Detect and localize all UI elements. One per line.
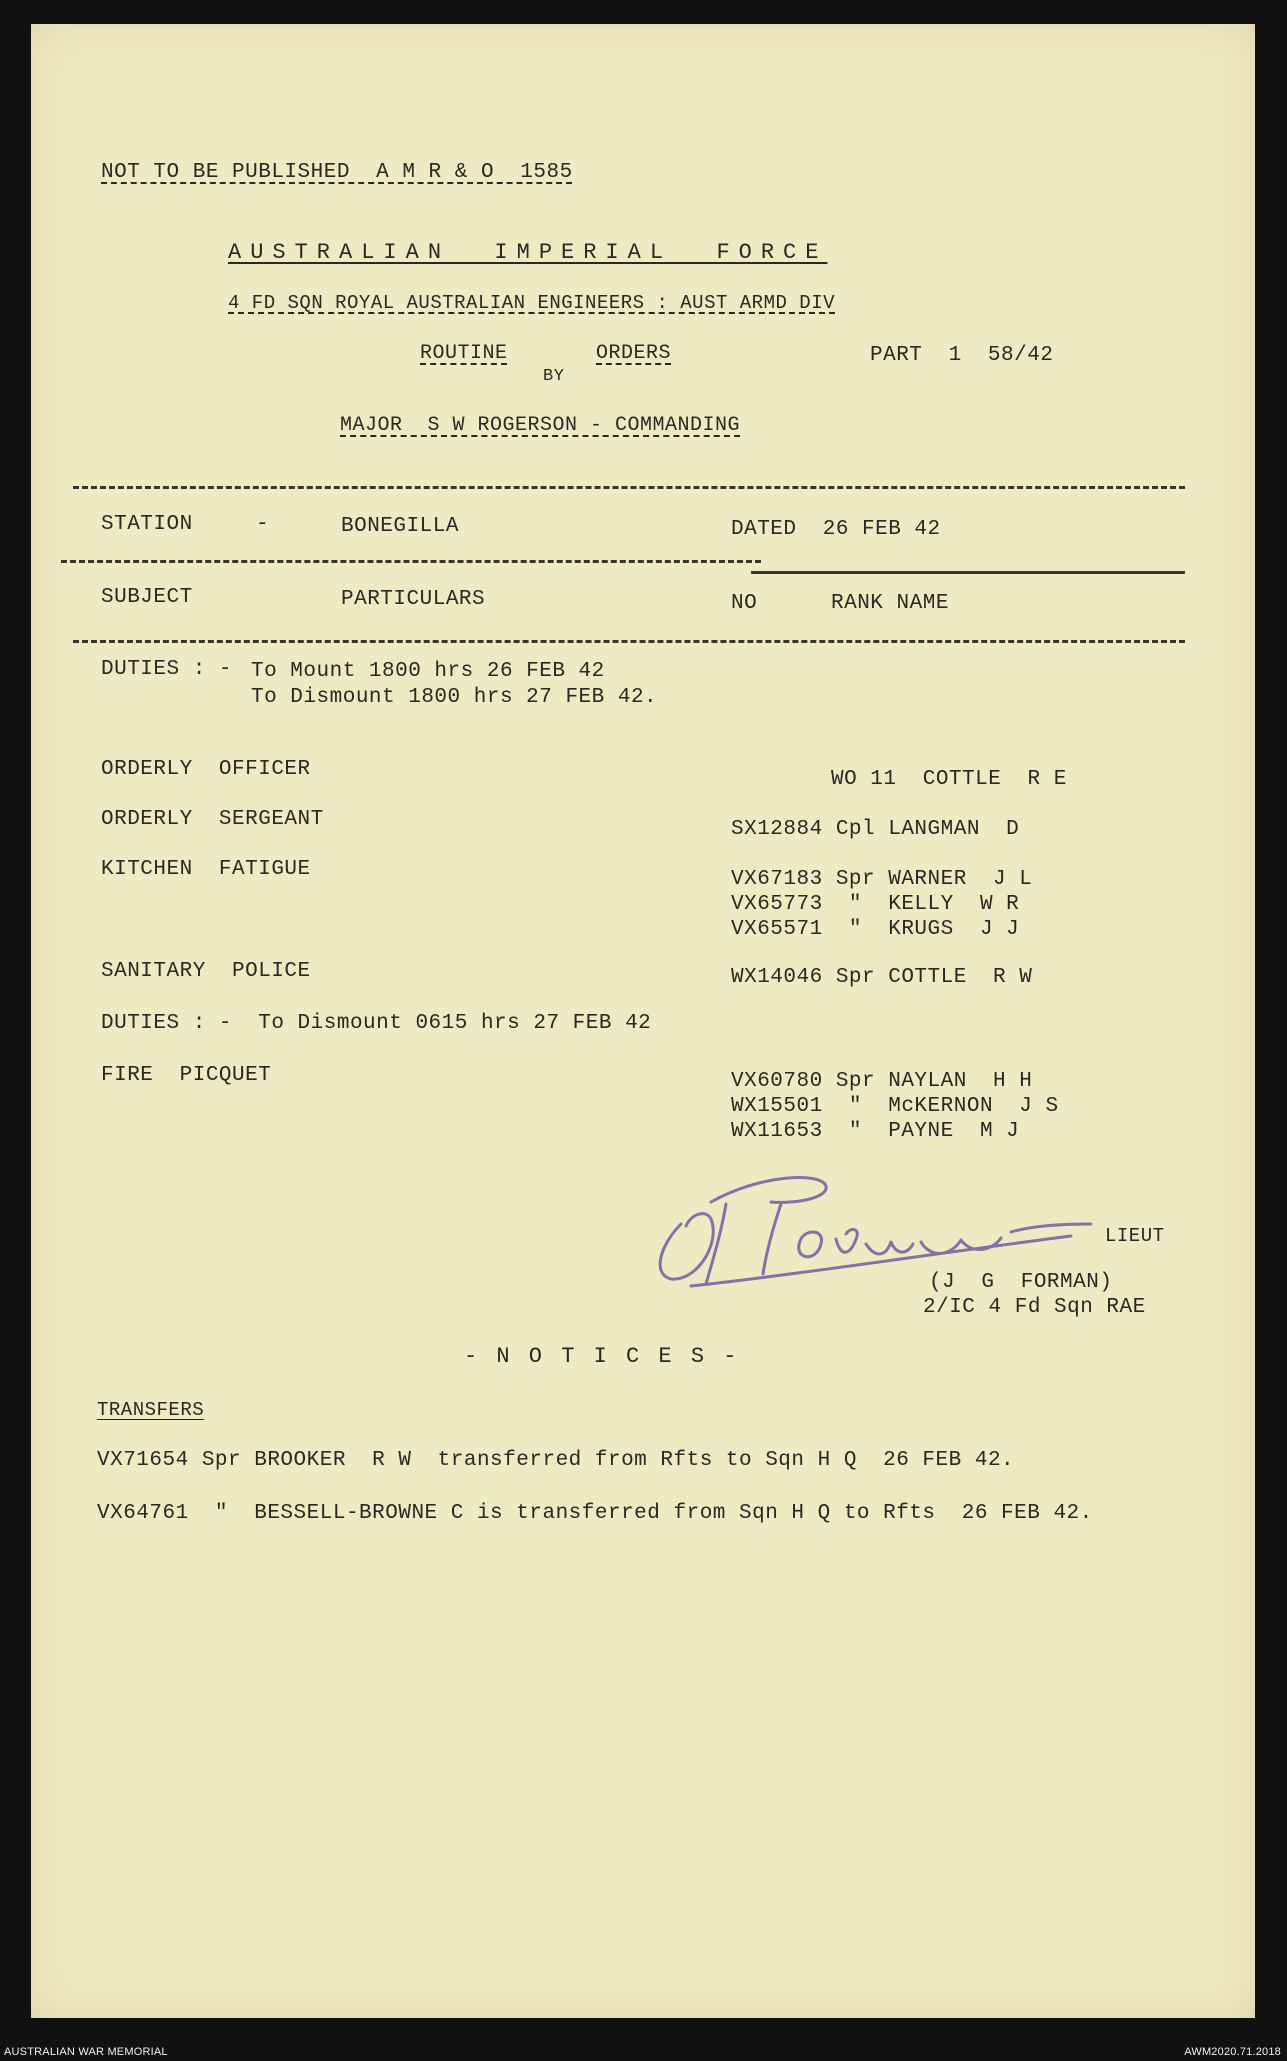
duties-mount: To Mount 1800 hrs 26 FEB 42 <box>251 660 605 683</box>
entry-orderly-officer: WO 11 COTTLE R E <box>831 768 1067 791</box>
subject-sanitary-police: SANITARY POLICE <box>101 960 311 983</box>
entry-kitchen-fatigue-2: VX65773 " KELLY W R <box>731 893 1020 916</box>
column-subject: SUBJECT <box>101 586 193 609</box>
transfer-line-1: VX71654 Spr BROOKER R W transferred from Rfts to Sqn H Q 26 FEB 42. <box>97 1449 1015 1472</box>
signature-rank: LIEUT <box>1105 1225 1165 1247</box>
entry-kitchen-fatigue-1: VX67183 Spr WARNER J L <box>731 868 1033 891</box>
subject-fire-picquet: FIRE PICQUET <box>101 1064 272 1087</box>
station-name: BONEGILLA <box>341 515 459 538</box>
notices-heading: - N O T I C E S - <box>464 1344 740 1369</box>
subject-orderly-sergeant: ORDERLY SERGEANT <box>101 808 324 831</box>
footer-institution: AUSTRALIAN WAR MEMORIAL <box>4 2046 168 2058</box>
station-label: STATION <box>101 513 193 536</box>
entry-fire-picquet-1: VX60780 Spr NAYLAN H H <box>731 1070 1033 1093</box>
station-dash: - <box>256 513 270 536</box>
document-page <box>31 24 1255 2018</box>
subject-kitchen-fatigue: KITCHEN FATIGUE <box>101 858 311 881</box>
by-label: BY <box>543 367 565 386</box>
entry-fire-picquet-2: WX15501 " McKERNON J S <box>731 1095 1059 1118</box>
duties-dismount-picquet: DUTIES : - To Dismount 0615 hrs 27 FEB 42 <box>101 1012 652 1035</box>
routine-label: ROUTINE <box>420 342 508 365</box>
footer-accession-number: AWM2020.71.2018 <box>1184 2046 1281 2058</box>
restriction-line: NOT TO BE PUBLISHED A M R & O 1585 <box>101 161 573 184</box>
entry-kitchen-fatigue-3: VX65571 " KRUGS J J <box>731 918 1020 941</box>
duties-label: DUTIES : - <box>101 658 233 681</box>
force-title: AUSTRALIAN IMPERIAL FORCE <box>228 240 828 265</box>
column-no: NO <box>731 592 758 615</box>
signature-role: 2/IC 4 Fd Sqn RAE <box>923 1296 1146 1319</box>
transfer-line-2: VX64761 " BESSELL-BROWNE C is transferred from Sqn H Q to Rfts 26 FEB 42. <box>97 1502 1093 1525</box>
divider-bottom <box>73 640 1185 643</box>
entry-fire-picquet-3: WX11653 " PAYNE M J <box>731 1120 1020 1143</box>
transfers-heading: TRANSFERS <box>97 1399 205 1421</box>
subject-orderly-officer: ORDERLY OFFICER <box>101 758 311 781</box>
entry-sanitary-police: WX14046 Spr COTTLE R W <box>731 966 1033 989</box>
divider-mid-dashed <box>61 560 761 563</box>
divider-top <box>73 486 1185 489</box>
orders-label: ORDERS <box>596 342 672 365</box>
column-particulars: PARTICULARS <box>341 588 486 611</box>
duties-dismount: To Dismount 1800 hrs 27 FEB 42. <box>251 686 658 709</box>
column-rank-name: RANK NAME <box>831 592 949 615</box>
commander-line: MAJOR S W ROGERSON - COMMANDING <box>340 414 741 437</box>
dated-line: DATED 26 FEB 42 <box>731 518 941 541</box>
part-number: PART 1 58/42 <box>870 344 1054 367</box>
signature-name: (J G FORMAN) <box>929 1271 1113 1294</box>
divider-mid-solid <box>751 571 1185 574</box>
entry-orderly-sergeant: SX12884 Cpl LANGMAN D <box>731 818 1020 841</box>
unit-title: 4 FD SQN ROYAL AUSTRALIAN ENGINEERS : AUST ARMD DIV <box>228 292 835 314</box>
